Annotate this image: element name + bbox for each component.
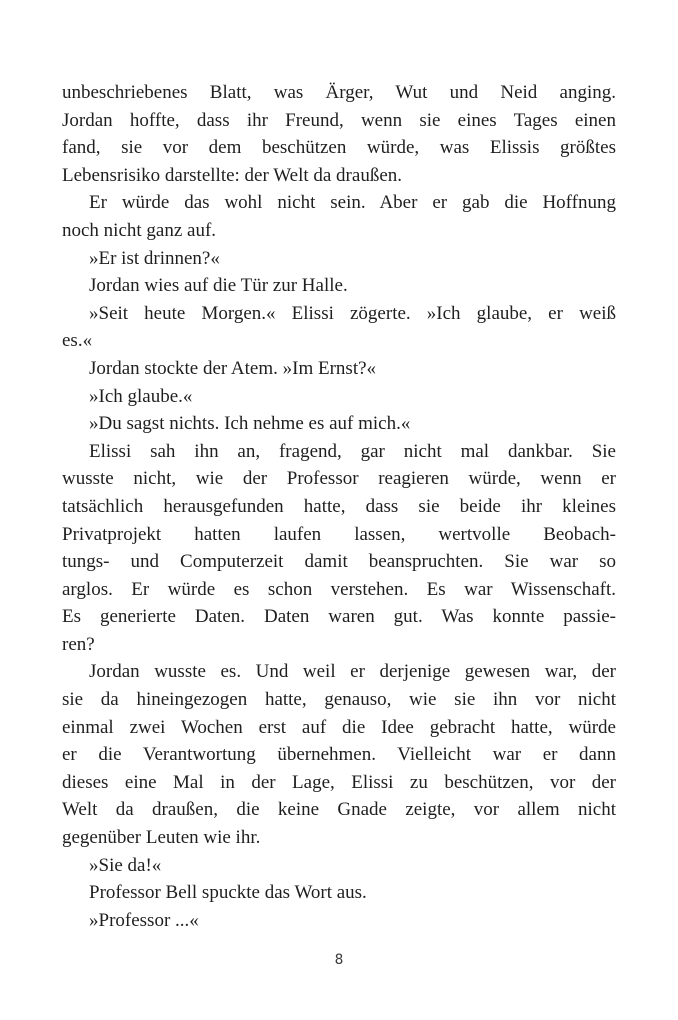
text-line: Elissi sah ihn an, fragend, gar nicht mal dankbar. Sie <box>89 440 616 462</box>
text-line: tungs- und Computerzeit damit beanspruchten. Sie war so <box>62 551 616 573</box>
paragraph <box>62 907 616 935</box>
paragraph <box>62 355 616 383</box>
text-line: »Du sagst nichts. Ich nehme es auf mich.« <box>89 413 411 435</box>
text-line: Jordan wusste es. Und weil er derjenige gewesen war, der <box>89 661 616 683</box>
text-line: gegenüber Leuten wie ihr. <box>62 827 261 849</box>
text-line: Es generierte Daten. Daten waren gut. Was konnte passie- <box>62 606 616 628</box>
text-line: er die Verantwortung übernehmen. Vielleicht war er dann <box>62 744 616 766</box>
text-line: Er würde das wohl nicht sein. Aber er gab die Hoffnung <box>89 192 616 214</box>
text-line: »Professor ...« <box>89 909 199 931</box>
text-line: tatsächlich herausgefunden hatte, dass sie beide ihr kleines <box>62 495 616 517</box>
paragraph <box>62 410 616 438</box>
text-line: einmal zwei Wochen erst auf die Idee gebracht hatte, würde <box>62 716 616 738</box>
text-line: Privatprojekt hatten laufen lassen, wertvolle Beobach- <box>62 523 616 545</box>
text-line: Jordan hoffte, dass ihr Freund, wenn sie eines Tages einen <box>62 109 616 131</box>
text-line: Jordan wies auf die Tür zur Halle. <box>89 275 348 297</box>
text-line: arglos. Er würde es schon verstehen. Es war Wissenschaft. <box>62 578 616 600</box>
text-line: Welt da draußen, die keine Gnade zeigte, vor allem nicht <box>62 799 616 821</box>
text-line: es.« <box>62 330 93 352</box>
text-line: »Er ist drinnen?« <box>89 247 220 269</box>
paragraph <box>62 852 616 880</box>
paragraph <box>62 272 616 300</box>
text-line: ren? <box>62 633 95 655</box>
text-line: fand, sie vor dem beschützen würde, was Elissis größtes <box>62 137 616 159</box>
text-line: wusste nicht, wie der Professor reagieren würde, wenn er <box>62 468 616 490</box>
text-line: »Seit heute Morgen.« Elissi zögerte. »Ich glaube, er weiß <box>89 302 616 324</box>
text-line: Professor Bell spuckte das Wort aus. <box>89 882 367 904</box>
paragraph <box>62 438 616 659</box>
text-line: unbeschriebenes Blatt, was Ärger, Wut und Neid anging. <box>62 82 616 103</box>
paragraph <box>62 300 616 355</box>
page-number: 8 <box>334 952 344 969</box>
text-line: »Sie da!« <box>89 854 162 876</box>
paragraph <box>62 879 616 907</box>
page-footer <box>62 951 616 969</box>
paragraph <box>62 189 616 244</box>
text-line: sie da hineingezogen hatte, genauso, wie sie ihn vor nicht <box>62 689 616 711</box>
text-line: Lebensrisiko darstellte: der Welt da draußen. <box>62 164 403 186</box>
text-line: Jordan stockte der Atem. »Im Ernst?« <box>89 357 377 379</box>
paragraph <box>62 383 616 411</box>
text-line: dieses eine Mal in der Lage, Elissi zu beschützen, vor der <box>62 771 616 793</box>
paragraph <box>62 658 616 851</box>
paragraph <box>62 245 616 273</box>
body-text <box>62 79 616 934</box>
paragraph <box>62 79 616 189</box>
text-line: »Ich glaube.« <box>89 385 193 407</box>
text-line: noch nicht ganz auf. <box>62 219 217 241</box>
